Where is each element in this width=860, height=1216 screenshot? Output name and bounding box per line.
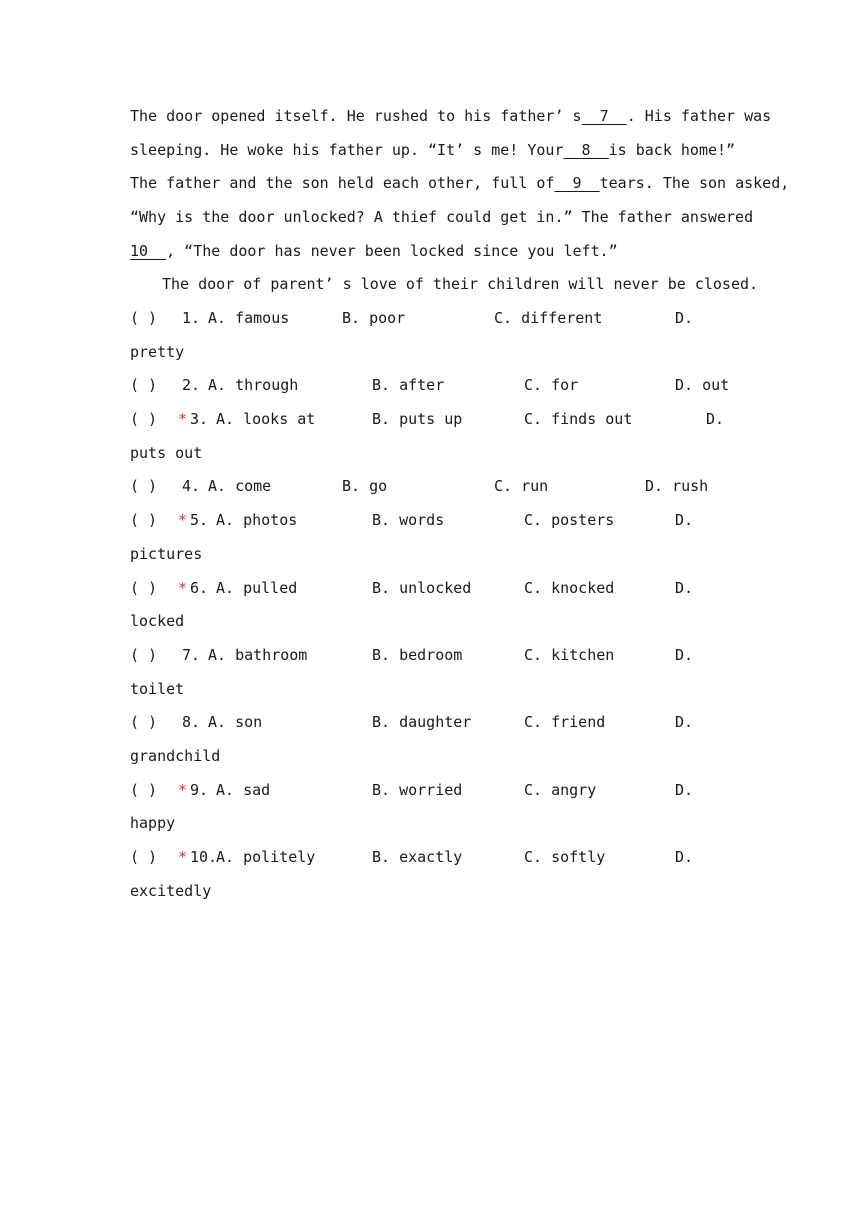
option-d-text: grandchild <box>130 746 221 765</box>
option-a: A. son <box>208 713 263 732</box>
option-b: B. bedroom <box>372 645 463 664</box>
option-c: C. finds out <box>524 410 633 429</box>
passage <box>130 102 790 304</box>
option-d: D. <box>675 578 694 597</box>
answer-paren[interactable]: ( ) <box>130 780 158 799</box>
passage-text: The door of parent’ s love of their children will never be closed. <box>162 275 759 294</box>
option-b: B. after <box>372 376 445 395</box>
question-number: 7. <box>182 645 201 664</box>
question-row <box>130 843 730 877</box>
option-d-wrap-line <box>130 338 730 372</box>
difficulty-star: * <box>178 511 188 530</box>
question-number: 2. <box>182 376 201 395</box>
option-b: B. exactly <box>372 848 463 866</box>
option-a: A. through <box>208 376 299 395</box>
question-row <box>130 506 730 540</box>
option-a: A. famous <box>208 309 290 327</box>
question-row <box>130 405 730 439</box>
question-number: 5. <box>190 511 209 530</box>
option-d: D. <box>675 309 694 327</box>
option-a: A. looks at <box>216 410 316 429</box>
option-d-wrap-line <box>130 809 730 843</box>
option-c: C. knocked <box>524 578 615 597</box>
option-a: A. sad <box>216 780 271 799</box>
question-number: 9. <box>190 780 209 799</box>
option-d: D. <box>675 713 694 732</box>
option-d-wrap-line <box>130 675 730 709</box>
passage-text: The father and the son held each other, full of <box>130 174 555 193</box>
option-a: A. pulled <box>216 578 298 597</box>
difficulty-star: * <box>178 780 188 799</box>
option-c: C. friend <box>524 713 606 732</box>
option-a: A. bathroom <box>208 645 308 664</box>
difficulty-star: * <box>178 848 188 866</box>
passage-line-2 <box>130 136 736 170</box>
option-d: D. <box>675 780 694 799</box>
question-list <box>130 304 730 910</box>
option-c: C. angry <box>524 780 597 799</box>
passage-text: . His father was <box>626 107 772 125</box>
question-row <box>130 641 730 675</box>
question-row <box>130 708 730 742</box>
option-b: B. words <box>372 511 445 530</box>
difficulty-star: * <box>178 578 188 597</box>
passage-text: “Why is the door unlocked? A thief could get in.” The father answered <box>130 208 754 227</box>
answer-paren[interactable]: ( ) <box>130 376 158 395</box>
answer-paren[interactable]: ( ) <box>130 477 158 496</box>
option-d-text: pretty <box>130 342 185 361</box>
passage-line-5 <box>130 237 730 271</box>
answer-paren[interactable]: ( ) <box>130 511 158 530</box>
passage-line-4 <box>130 203 754 237</box>
difficulty-star: * <box>178 410 188 429</box>
question-number: 10. <box>190 848 218 866</box>
option-d-text: pictures <box>130 544 203 563</box>
option-a: A. photos <box>216 511 298 530</box>
option-d-wrap-line <box>130 607 730 641</box>
option-a: A. come <box>208 477 272 496</box>
answer-paren[interactable]: ( ) <box>130 645 158 664</box>
answer-paren[interactable]: ( ) <box>130 578 158 597</box>
option-b: B. puts up <box>372 410 463 429</box>
question-number: 8. <box>182 713 201 732</box>
option-d-text: toilet <box>130 679 185 698</box>
option-c: C. softly <box>524 848 606 866</box>
passage-line-6 <box>130 270 759 304</box>
answer-paren[interactable]: ( ) <box>130 309 158 327</box>
question-number: 1. <box>182 309 201 327</box>
option-d: D. out <box>675 376 730 395</box>
option-b: B. worried <box>372 780 463 799</box>
question-row <box>130 472 730 506</box>
question-row <box>130 574 730 608</box>
blank-7: 7 <box>581 107 627 125</box>
option-d-wrap-line <box>130 742 730 776</box>
option-c: C. for <box>524 376 579 395</box>
option-c: C. posters <box>524 511 615 530</box>
question-number: 3. <box>190 410 209 429</box>
option-c: C. run <box>494 477 549 496</box>
option-b: B. unlocked <box>372 578 472 597</box>
option-d: D. <box>675 848 694 866</box>
option-a: A. politely <box>216 848 316 866</box>
option-d-text: happy <box>130 814 176 833</box>
option-d-text: excitedly <box>130 881 212 900</box>
question-row <box>130 776 730 810</box>
passage-line-3 <box>130 169 790 203</box>
option-d: D. <box>675 645 694 664</box>
option-c: C. different <box>494 309 603 327</box>
question-number: 4. <box>182 477 201 496</box>
option-d: D. <box>675 511 694 530</box>
answer-paren[interactable]: ( ) <box>130 410 158 429</box>
blank-8: 8 <box>563 140 609 159</box>
passage-line-1 <box>130 102 772 136</box>
question-row <box>130 371 730 405</box>
passage-text: The door opened itself. He rushed to his father’ s <box>130 107 582 125</box>
option-c: C. kitchen <box>524 645 615 664</box>
question-row <box>130 304 730 338</box>
passage-text: tears. The son asked, <box>599 174 790 193</box>
option-d-text: locked <box>130 612 185 631</box>
passage-text: sleeping. He woke his father up. “It’ s me! Your <box>130 140 564 159</box>
option-d: D. rush <box>645 477 709 496</box>
blank-10: 10 <box>130 241 167 260</box>
option-d-wrap-line <box>130 540 730 574</box>
answer-paren[interactable]: ( ) <box>130 848 158 866</box>
option-b: B. daughter <box>372 713 472 732</box>
option-d: D. <box>706 410 725 429</box>
blank-9: 9 <box>554 174 600 193</box>
option-d-text: puts out <box>130 443 203 462</box>
option-d-wrap-line <box>130 877 730 911</box>
answer-paren[interactable]: ( ) <box>130 713 158 732</box>
option-b: B. poor <box>342 309 406 327</box>
option-d-wrap-line <box>130 439 730 473</box>
passage-text: , “The door has never been locked since you left.” <box>166 241 618 260</box>
question-number: 6. <box>190 578 209 597</box>
passage-text: is back home!” <box>608 140 736 159</box>
option-b: B. go <box>342 477 388 496</box>
